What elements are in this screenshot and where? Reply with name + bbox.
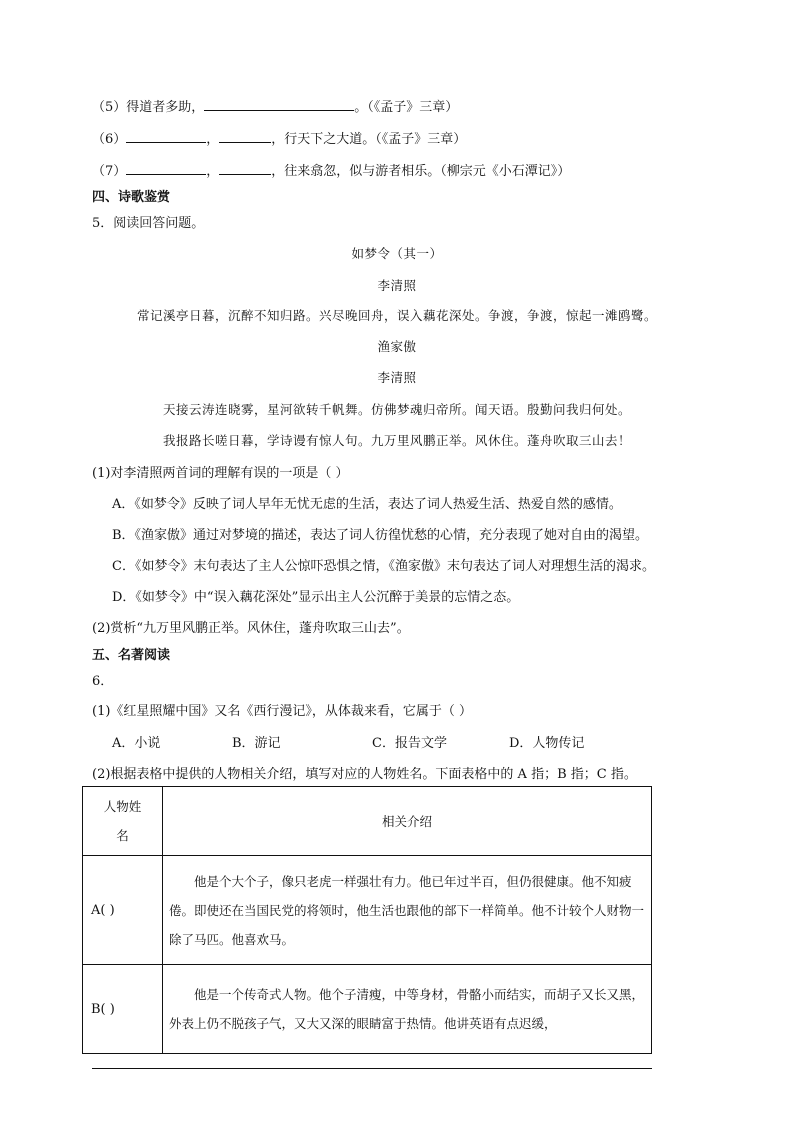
answer-blank[interactable] [126,130,206,143]
answer-blank[interactable] [204,98,354,111]
question-5-2-stem: (2)赏析“九万里风鹏正举。风休住，蓬舟吹取三山去”。 [92,621,410,636]
header-name-line-2: 名 [116,828,129,843]
blank-line-7 [92,160,570,179]
character-table [82,786,652,1054]
blank-line-6 [92,128,466,147]
poem-1-author: 李清照 [377,278,417,293]
header-name-cell [83,787,163,856]
table-header-row [83,787,652,856]
option-a[interactable]: A．小说 [112,736,161,751]
blank-5-suffix: 。（《孟子》三章） [354,100,459,115]
answer-blank[interactable] [219,130,271,143]
blank-7-suffix: ，往来翕忽，似与游者相乐。（柳宗元《小石潭记》） [271,164,571,179]
poem-2-line-1: 天接云涛连晓雾，星河欲转千帆舞。仿佛梦魂归帝所。闻天语。殷勤问我归何处。 [162,402,631,417]
header-intro-cell: 相关介绍 [163,787,652,856]
option-b[interactable]: B．游记 [232,736,281,751]
question-6-1-stem: (1)《红星照耀中国》又名《西行漫记》，从体裁来看，它属于（ ） [92,704,473,719]
question-6-number: 6． [92,674,114,689]
footer-divider [92,1068,652,1069]
blank-6-suffix: ，行天下之大道。（《孟子》三章） [271,132,467,147]
poem-1-text: 常记溪亭日暮，沉醉不知归路。兴尽晚回舟，误入藕花深处。争渡，争渡，惊起一滩鸥鹭。 [136,308,657,323]
row-a-intro: 他是个大个子，像只老虎一样强壮有力。他已年过半百，但仍很健康。他不知疲倦。即使还在当国民党的将领时，他生活也跟他的部下一样简单。他不计较个人财物一除了马匹。他喜欢马。 [163,856,652,965]
answer-blank[interactable] [126,162,206,175]
option-d[interactable]: D．人物传记 [509,736,585,751]
row-b-label[interactable]: B( ) [83,965,163,1054]
option-c[interactable]: C．报告文学 [372,736,447,751]
row-b-intro: 他是一个传奇式人物。他个子清瘦，中等身材，骨骼小而结实，而胡子又长又黑，外表上仍不脱孩子气，又大又深的眼睛富于热情。他讲英语有点迟缓， [163,965,652,1054]
blank-7-prefix: （7） [92,164,127,179]
table-row [83,856,652,965]
blank-6-prefix: （6） [92,132,127,147]
answer-blank[interactable] [219,162,271,175]
poem-2-author: 李清照 [377,370,417,385]
poem-2-line-2: 我报路长嗟日暮，学诗谩有惊人句。九万里风鹏正举。风休住。蓬舟吹取三山去！ [162,433,631,448]
question-5-number: 5．阅读回答问题。 [92,216,205,231]
header-name-line-1: 人物姓 [103,799,142,814]
section-5-heading: 五、名著阅读 [92,648,171,663]
section-4-heading: 四、诗歌鉴赏 [92,190,171,205]
poem-2-title: 渔家傲 [377,339,417,354]
row-a-label[interactable]: A( ) [83,856,163,965]
blank-line-5 [92,96,458,115]
question-5-1-stem: (1)对李清照两首词的理解有误的一项是（ ） [92,466,349,481]
question-6-2-stem: (2)根据表格中提供的人物相关介绍，填写对应的人物姓名。下面表格中的 A 指；B 指；C 指。 [92,767,637,782]
blank-5-prefix: （5）得道者多助， [92,100,205,115]
option-d[interactable]: D．《如梦令》中“误入藕花深处”显示出主人公沉醉于美景的忘情之态。 [112,590,520,605]
blank-7-mid: ， [206,164,220,179]
option-c[interactable]: C．《如梦令》末句表达了主人公惊吓恐惧之情，《渔家傲》末句表达了词人对理想生活的渴求。 [112,559,655,574]
option-b[interactable]: B．《渔家傲》通过对梦境的描述，表达了词人彷徨忧愁的心情，充分表现了她对自由的渴望。 [112,528,649,543]
table-row [83,965,652,1054]
blank-6-mid: ， [206,132,220,147]
option-a[interactable]: A．《如梦令》反映了词人早年无忧无虑的生活，表达了词人热爱生活、热爱自然的感情。 [112,497,622,512]
poem-1-title: 如梦令（其一） [351,246,443,261]
